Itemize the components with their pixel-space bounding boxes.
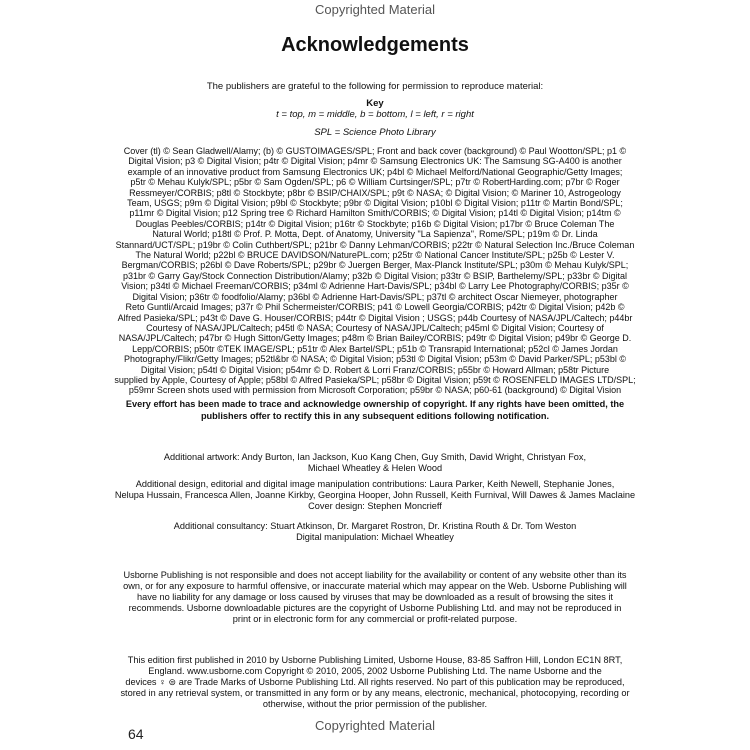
credits-line: p31br © Garry Gay/Stock Connection Distribution/Alamy; p32b © Digital Vision; p33tr © BSIP, Barthelemy/SPL; p33br © Digital xyxy=(123,270,627,281)
credits-line: Natural World; p18tl © Prof. P. Motta, Dept. of Anatomy, University "La Sapienza", Rome/SPL; p19m © Dr. Linda xyxy=(152,229,598,240)
page-number: 64 xyxy=(128,726,144,742)
page-title: Acknowledgements xyxy=(281,34,469,56)
credits-line: NASA/JPL/Caltech; p47br © Hugh Sitton/Getty Images; p48m © Brian Bailey/CORBIS; p49tr © Digital Vision; p49br © George D. xyxy=(118,333,632,344)
credits-line: supplied by Apple, Courtesy of Apple; p58bl © Alfred Pasieka/SPL; p58br © Digital Vision; p59t © ROSENFELD IMAGES LTD/SPL; xyxy=(114,374,636,385)
design-line: Cover design: Stephen Moncrieff xyxy=(308,501,442,511)
watermark-top: Copyrighted Material xyxy=(315,2,435,17)
disclaimer-line: own, or for any exposure to harmful offensive, or inaccurate material which may appear on the Web. Usborne Publishing will xyxy=(123,581,627,591)
additional-design xyxy=(0,479,750,512)
edition-info xyxy=(0,655,750,710)
consultancy-line: Digital manipulation: Michael Wheatley xyxy=(296,532,454,542)
artwork-line: Michael Wheatley & Helen Wood xyxy=(307,463,443,473)
edition-line: devices ♀ ⊜ are Trade Marks of Usborne Publishing Ltd. All rights reserved. No part of this publication may be reproduced, xyxy=(125,677,625,687)
credits-line: Digital Vision; p3 © Digital Vision; p4tr © Digital Vision; p4mr © Samsung Electronics UK: The Samsung SG-A400 is another xyxy=(128,156,622,167)
notice-line: publishers offer to rectify this in any subsequent editions following notification. xyxy=(200,410,550,421)
key-heading: Key xyxy=(366,98,384,109)
credits-line: Digital Vision; p54tl © Digital Vision; p54mr © D. Robert & Lorri Franz/CORBIS; p55br © Howard Allman; p58tr Picture xyxy=(140,364,610,375)
credits-line: Photography/Flikr/Getty Images; p52tl&br © NASA; © Digital Vision; p53tl © Digital Vision; p53m © David Parker/SPL; p53bl © xyxy=(123,354,627,365)
key-line: t = top, m = middle, b = bottom, l = left, r = right xyxy=(276,109,474,120)
credits-line: Courtesy of NASA/JPL/Caltech; p45tl © NASA; Courtesy of NASA/JPL/Caltech; p45ml © Digital Vision; Courtesy of xyxy=(146,322,604,333)
notice-line: Every effort has been made to trace and acknowledge ownership of copyright. If any rights have been omitted, the xyxy=(125,399,625,409)
design-line: Additional design, editorial and digital image manipulation contributions: Laura Parker, Keith Newell, Stephanie Jones, xyxy=(135,479,615,489)
credits-line: Ressmeyer/CORBIS; p8tl © Stockbyte; p8br © BSIP/CHAIX/SPL; p9t © NASA; © Digital Vision; © Mariner 10, Astrogeology xyxy=(129,187,621,198)
disclaimer-line: have no liability for any damage or loss caused by viruses that may be downloaded as a result of browsing the sites it xyxy=(137,592,613,602)
credits-line: Vision; p34tl © Michael Freeman/CORBIS; p34ml © Adrienne Hart-Davis/SPL; p34bl © Larry Lee Photography/CORBIS; p35r © xyxy=(121,281,629,292)
credits-line: Alfred Pasieka/SPL; p43t © Dave G. Houser/CORBIS; p44tr © Digital Vision ; USGS; p44b Courtesy of NASA/JPL/Caltech; p44br xyxy=(117,312,633,323)
disclaimer-line: print or in electronic form for any commercial or profit-related purpose. xyxy=(232,614,518,624)
key-spl: SPL = Science Photo Library xyxy=(314,127,436,138)
artwork-line: Additional artwork: Andy Burton, Ian Jackson, Kuo Kang Chen, Guy Smith, David Wright, Christyan Fox, xyxy=(163,452,587,462)
edition-line: England. www.usborne.com Copyright © 2010, 2005, 2002 Usborne Publishing Ltd. The name Usborne and the xyxy=(148,666,602,676)
credits-line: p5tr © Mehau Kulyk/SPL; p5br © Sam Ogden/SPL; p6 © William Curtsinger/SPL; p7tr © RobertHarding.com; p7br © Roger xyxy=(130,177,620,188)
website-disclaimer xyxy=(0,570,750,625)
picture-credits xyxy=(0,146,750,396)
additional-artwork xyxy=(0,452,750,474)
disclaimer-line: Usborne Publishing is not responsible and does not accept liability for the availability or content of any website other than its xyxy=(123,570,627,580)
credits-line: Douglas Peebles/CORBIS; p14tr © Digital Vision; p16tr © Stockbyte; p16b © Digital Vision; p17br © Bruce Coleman The xyxy=(135,218,615,229)
edition-line: otherwise, without the prior permission of the publisher. xyxy=(262,699,488,709)
edition-line: stored in any retrieval system, or transmitted in any form or by any means, electronic, mechanical, photocopying, recording or xyxy=(120,688,630,698)
credits-line: Reto Guntli/Arcaid Images; p37r © Phil Schermeister/CORBIS; p41 © Lowell Georgia/CORBIS; p42tr © Digital Vision; p42b © xyxy=(125,302,625,313)
edition-line: This edition first published in 2010 by Usborne Publishing Limited, Usborne House, 83-85 Saffron Hill, London EC1N 8RT, xyxy=(127,655,623,665)
credits-line: The Natural World; p22bl © BRUCE DAVIDSON/NaturePL.com; p25tr © National Cancer Institute/SPL; p25b © Lester V. xyxy=(135,250,615,261)
credits-line: Bergman/CORBIS; p26bl © Dave Roberts/SPL; p29br © Juergen Berger, Max-Planck Institute/SPL; p30m © Mehau Kulyk/SPL; xyxy=(121,260,629,271)
disclaimer-line: recommends. Usborne downloadable pictures are the copyright of Usborne Publishing Ltd. and may not be reproduced in xyxy=(128,603,622,613)
consultancy-line: Additional consultancy: Stuart Atkinson, Dr. Margaret Rostron, Dr. Kristina Routh & Dr. Tom Weston xyxy=(173,521,577,531)
credits-line: p59mr Screen shots used with permission from Microsoft Corporation; p59br © NASA; p60-61 (background) © Digital Vision xyxy=(128,385,622,396)
intro-text: The publishers are grateful to the following for permission to reproduce material: xyxy=(206,81,544,92)
copyright-notice xyxy=(0,399,750,422)
credits-line: Cover (tl) © Sean Gladwell/Alamy; (b) © GUSTOIMAGES/SPL; Front and back cover (background) © Paul Wootton/SPL; p1 © xyxy=(123,146,627,156)
credits-line: Stannard/UCT/SPL; p19br © Colin Cuthbert/SPL; p21br © Danny Lehman/CORBIS; p22tr © Natural Selection Inc./Bruce Coleman xyxy=(115,239,635,250)
watermark-bottom: Copyrighted Material xyxy=(315,718,435,733)
additional-consultancy xyxy=(0,521,750,543)
credits-line: Team, USGS; p9m © Digital Vision; p9bl © Stockbyte; p9br © Digital Vision; p10bl © Digital Vision; p11tr © Martin Bond/SPL; xyxy=(127,198,623,209)
credits-line: p11mr © Digital Vision; p12 Spring tree © Richard Hamilton Smith/CORBIS; © Digital Vision; p14tl © Digital Vision; p14tm © xyxy=(129,208,621,219)
design-line: Nelupa Hussain, Francesca Allen, Joanne Kirkby, Georgina Hooper, John Russell, Keith Furnival, Will Dawes & James Maclaine xyxy=(114,490,636,500)
credits-line: Digital Vision; p36tr © foodfolio/Alamy; p36bl © Adrienne Hart-Davis/SPL; p37tl © architect Oscar Niemeyer, photographer xyxy=(132,291,618,302)
credits-line: Lepp/CORBIS; p50tr ©TEK IMAGE/SPL; p51tr © Alex Bartel/SPL; p51b © Transrapid International; p52cl © James Jordan xyxy=(132,343,618,354)
credits-line: example of an innovative product from Samsung Electronics UK; p4bl © Michael Melford/National Geographic/Getty Images; xyxy=(127,166,623,177)
